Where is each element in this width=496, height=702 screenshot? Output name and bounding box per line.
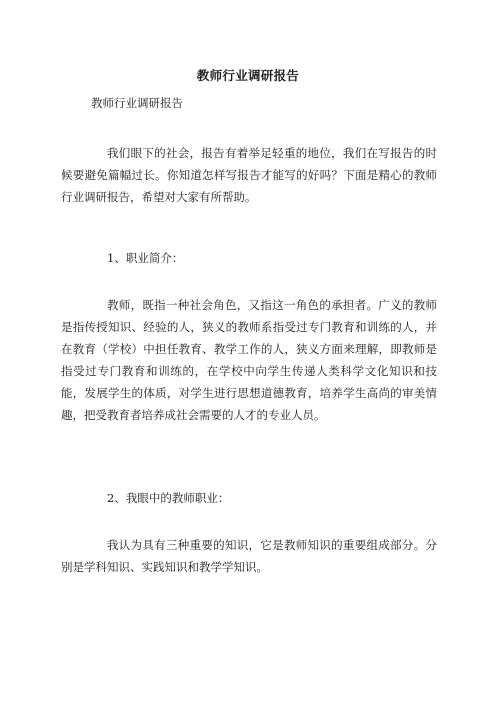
section-heading-career-intro: 1、职业简介： (107, 251, 184, 265)
section-heading-teacher-career-view: 2、我眼中的教师职业： (107, 491, 230, 505)
intro-paragraph: 我们眼下的社会，报告有着举足轻重的地位，我们在写报告的时候要避免篇幅过长。你知道怎样写报告才能写的好吗？下面是精心的教师行业调研报告，希望对大家有所帮助。 (61, 146, 437, 204)
career-intro-paragraph: 教师，既指一种社会角色，又指这一角色的承担者。广义的教师是指传授知识、经验的人，狭义的教师系指受过专门教育和训练的人，并在教育（学校）中担任教育、教学工作的人，狭义方面来理解，即教师是指受过专门教育和训练的，在学校中向学生传递人类科学文化知识和技能，发展学生的体质，对学生进行思想道德教育，培养学生高尚的审美情趣，把受教育者培养成社会需要的人才的专业人员。 (61, 298, 437, 422)
teacher-knowledge-paragraph: 我认为具有三种重要的知识，它是教师知识的重要组成部分。分别是学科知识、实践知识和教学学知识。 (61, 538, 437, 574)
document-subtitle: 教师行业调研报告 (91, 96, 183, 110)
document-title: 教师行业调研报告 (196, 68, 300, 83)
